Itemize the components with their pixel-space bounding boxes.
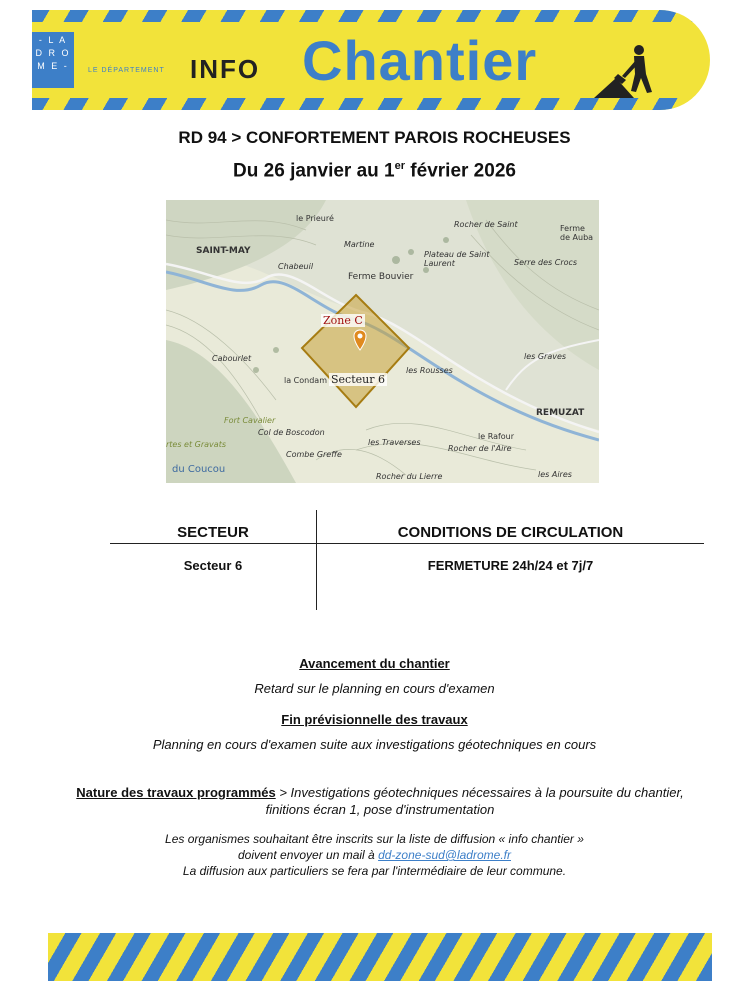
map-label-ecrins: rtes et Gravats (166, 440, 226, 449)
banner-stripes-top (32, 10, 710, 22)
map-label-rocher-aire: Rocher de l'Aire (448, 444, 512, 453)
map-label-serre: Serre des Crocs (514, 258, 578, 267)
department-label: LE DÉPARTEMENT (88, 67, 165, 74)
footer-stripes (48, 933, 712, 981)
map-label-fort: Fort Cavalier (224, 416, 276, 425)
map-label-les-aires: les Aires (538, 470, 572, 479)
map-label-chaboud: Chabeuil (278, 262, 314, 271)
map-label-ferme-auba: Ferme de Auba (560, 224, 594, 242)
map-label-martine: Martine (344, 240, 375, 249)
email-link[interactable]: dd-zone-sud@ladrome.fr (378, 848, 511, 862)
map-label-ferme-bouvier: Ferme Bouvier (348, 272, 414, 282)
nature-travaux (70, 784, 690, 818)
map-label-saint-may: SAINT-MAY (196, 246, 251, 256)
table-cell-conditions: FERMETURE 24h/24 et 7j/7 (427, 558, 594, 573)
table-header-secteur: SECTEUR (177, 524, 249, 541)
table-cell-secteur: Secteur 6 (183, 558, 243, 573)
site-map (166, 200, 599, 483)
map-label-les-graves: les Graves (524, 352, 567, 361)
table-horizontal-rule (110, 543, 704, 544)
map-label-cabourlet: Cabourlet (212, 354, 252, 363)
map-label-les-traverses: les Traverses (368, 438, 421, 447)
avancement-heading: Avancement du chantier (299, 656, 450, 671)
table-vertical-rule (316, 510, 317, 610)
banner-chantier-word: Chantier (302, 29, 538, 92)
map-label-rocher-lierre: Rocher du Lierre (376, 472, 443, 481)
map-label-plateau: Plateau de Saint Laurent (424, 250, 490, 268)
map-label-le-rafour: le Rafour (478, 432, 515, 441)
fin-heading: Fin prévisionnelle des travaux (281, 712, 468, 727)
diffusion-line-2: doivent envoyer un mail à dd-zone-sud@ladrome.fr (237, 848, 511, 862)
diffusion-line-3: La diffusion aux particuliers se fera par l'intermédiaire de leur commune. (182, 864, 567, 878)
map-label-rocher-saint: Rocher de Saint (454, 220, 518, 229)
banner-info-word: INFO (190, 54, 261, 84)
diffusion-line-1: Les organismes souhaitant être inscrits sur la liste de diffusion « info chantier » (165, 832, 584, 846)
table-header-conditions: CONDITIONS DE CIRCULATION (397, 524, 624, 541)
info-chantier-banner (32, 10, 710, 110)
fin-text: Planning en cours d'examen suite aux investigations géotechniques en cours (152, 737, 597, 752)
nature-text: > Investigations géotechniques nécessaires à la poursuite du chantier, finitions écran 1, pose d'instrumentation (265, 785, 684, 817)
roadworker-icon (592, 40, 662, 100)
map-label-col: Col de Boscodon (258, 428, 325, 437)
nature-heading: Nature des travaux programmés (76, 785, 276, 800)
avancement-text: Retard sur le planning en cours d'examen (254, 681, 495, 696)
date-range: Du 26 janvier au 1er février 2026 (233, 160, 516, 182)
secteur-6-label: Secteur 6 (331, 373, 385, 386)
zone-c-label: Zone C (323, 314, 363, 327)
road-title: RD 94 > CONFORTEMENT PAROIS ROCHEUSES (178, 128, 571, 147)
map-label-les-rousses: les Rousses (406, 366, 453, 375)
map-label-la-condamine: la Condam (284, 376, 327, 385)
map-label-combe: Combe Greffe (286, 450, 342, 459)
map-label-le-prieure: le Prieuré (296, 214, 334, 223)
map-label-remuzat: REMUZAT (536, 408, 585, 418)
map-label-du-coucou: du Coucou (172, 464, 226, 475)
ladrome-logo: - L A D R O M E - (32, 32, 74, 88)
